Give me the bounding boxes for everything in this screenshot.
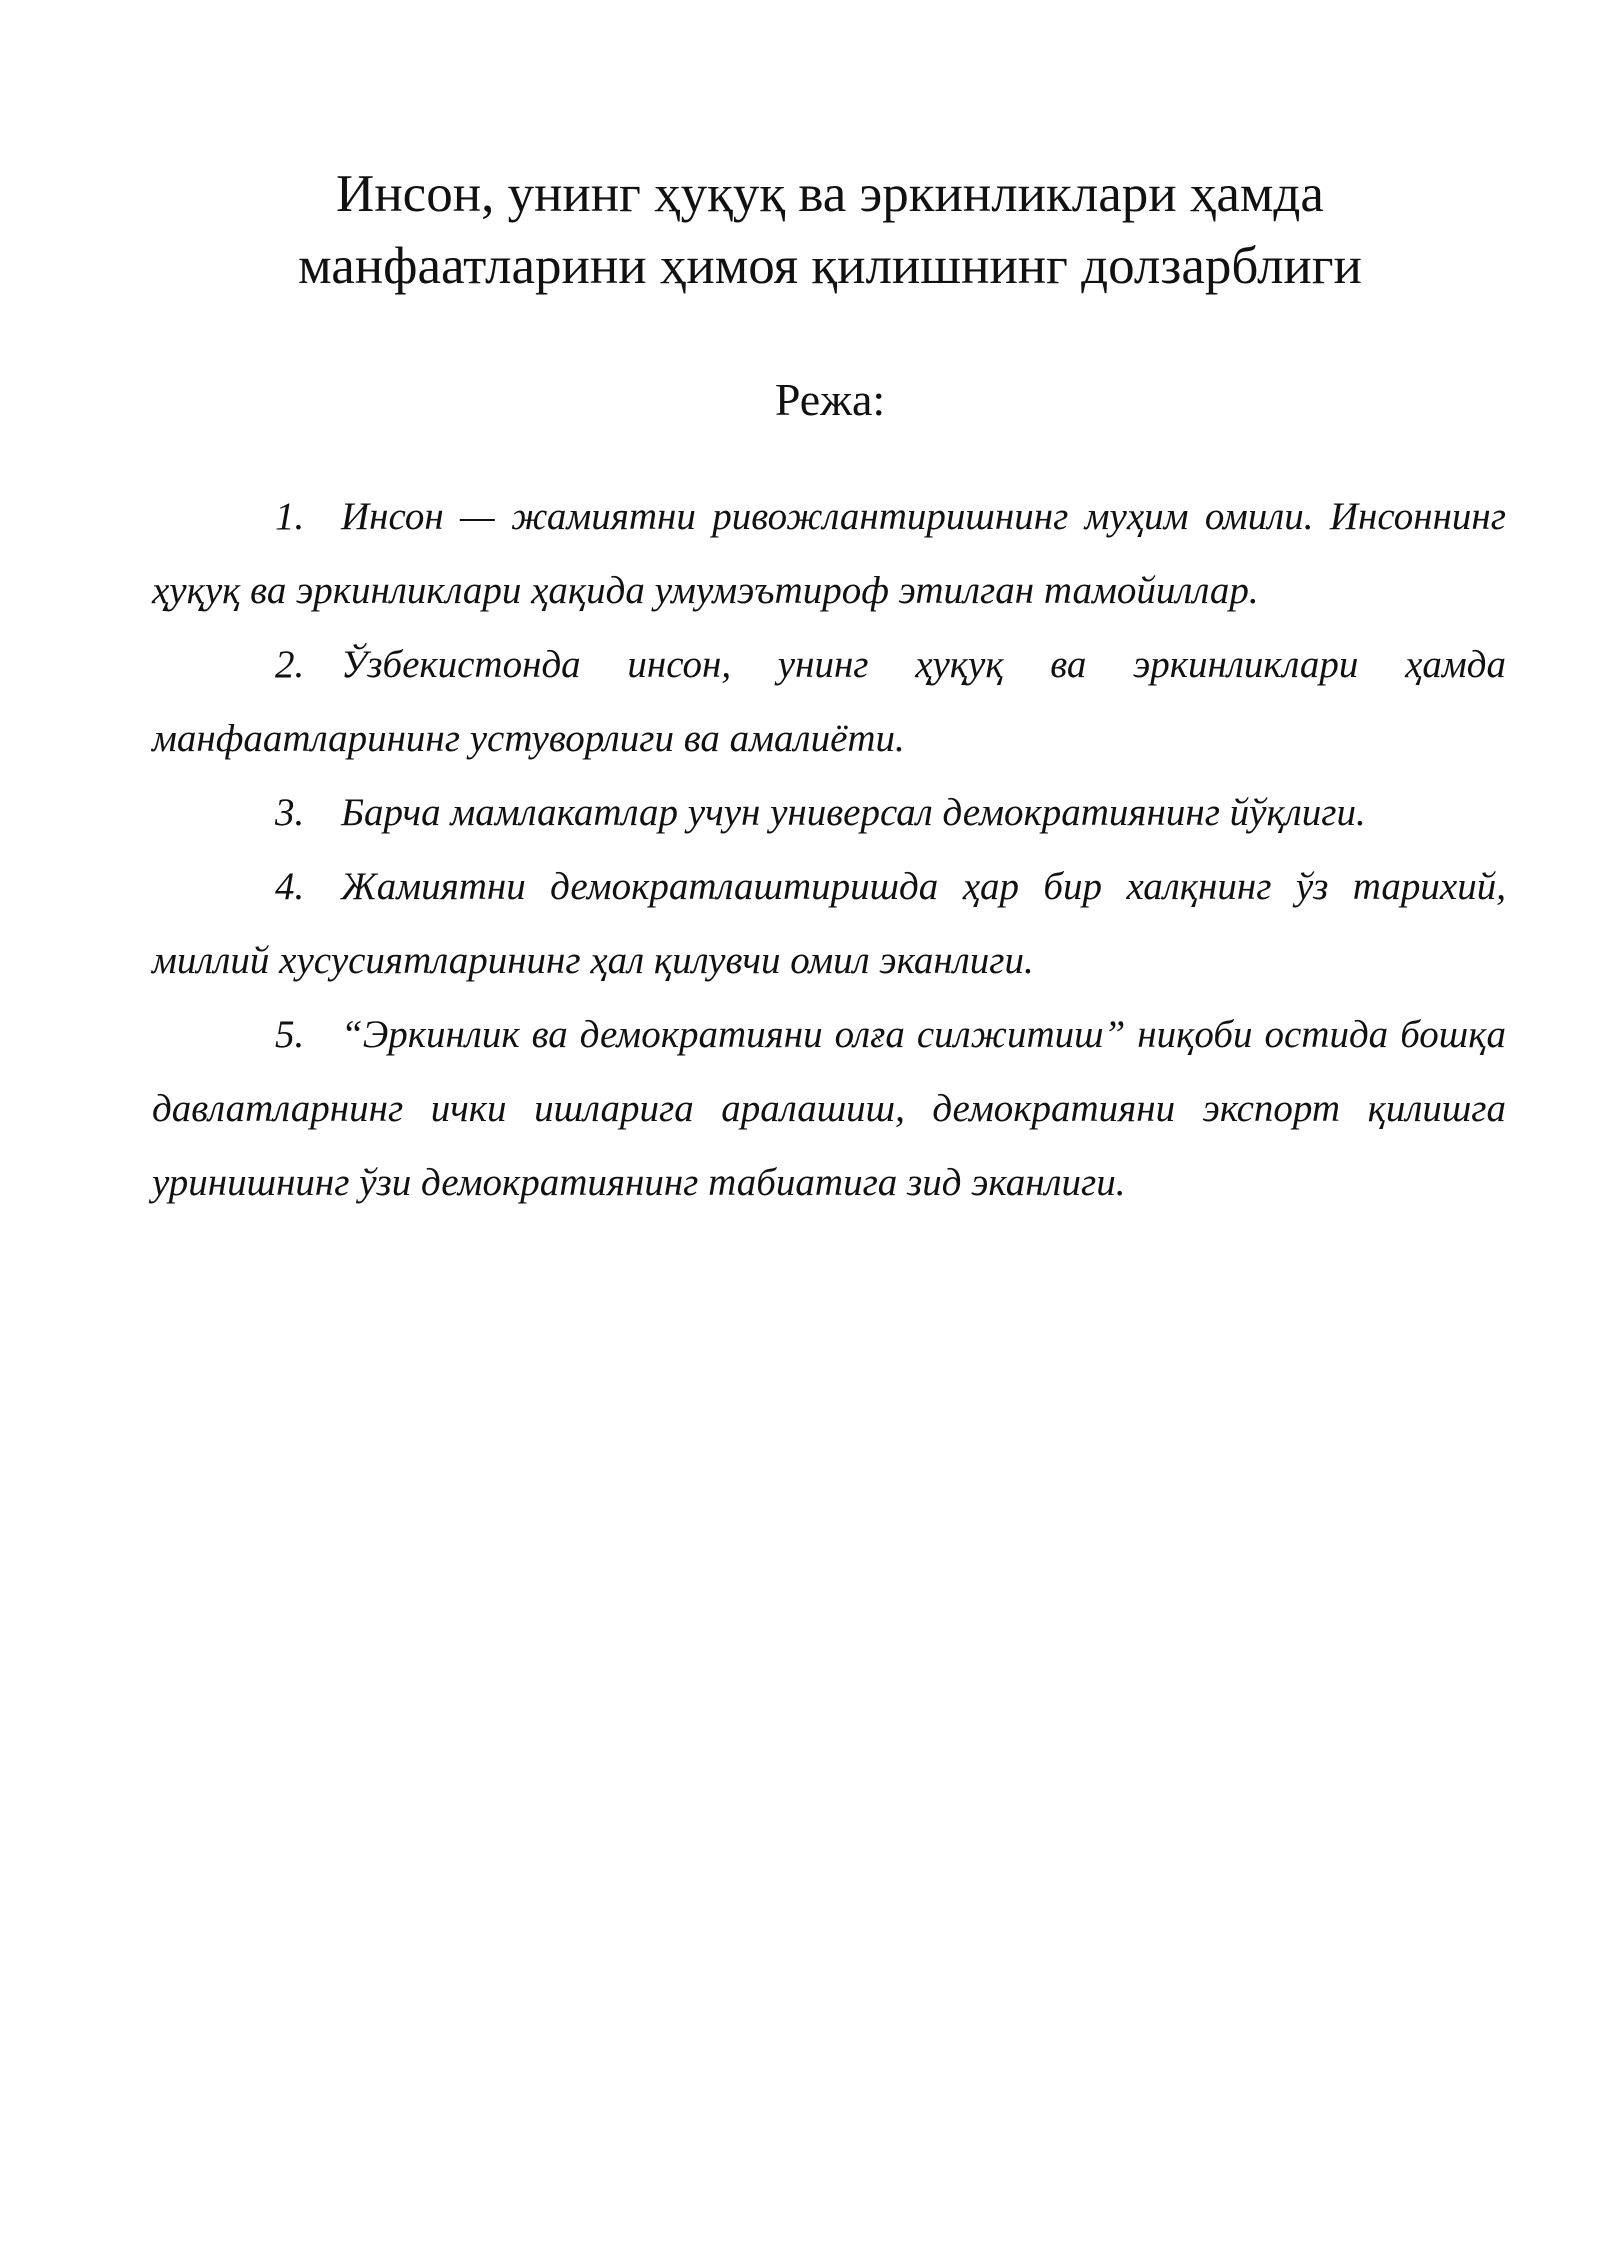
plan-item-5 xyxy=(152,998,1506,1220)
plan-item-number: 3. xyxy=(275,791,305,834)
plan-item-text: Инсон — жамиятни ривожлантиришнинг муҳим омили. Инсоннинг ҳуқуқ ва эркинликлари ҳақида умумэътироф этилган тамойиллар. xyxy=(152,495,1506,612)
plan-item-4 xyxy=(152,850,1506,998)
plan-item-1 xyxy=(152,480,1506,628)
plan-item-number: 4. xyxy=(275,865,305,908)
plan-item-number: 2. xyxy=(275,643,305,686)
plan-item-number: 5. xyxy=(275,1013,305,1056)
document-title xyxy=(150,158,1510,302)
plan-item-text: Барча мамлакатлар учун универсал демократиянинг йўқлиги. xyxy=(341,791,1366,834)
plan-list xyxy=(152,480,1506,1220)
title-line-1: Инсон, унинг ҳуқуқ ва эркинликлари ҳамда xyxy=(336,165,1324,223)
plan-item-text: Ўзбекистонда инсон, унинг ҳуқуқ ва эркинликлари ҳамда манфаатларининг устуворлиги ва амалиёти. xyxy=(152,643,1506,760)
plan-item-number: 1. xyxy=(275,495,305,538)
plan-item-2 xyxy=(152,628,1506,776)
plan-item-text: Жамиятни демократлаштиришда ҳар бир халқнинг ўз тарихий, миллий хусусиятларининг ҳал қилувчи омил эканлиги. xyxy=(152,865,1506,982)
title-line-2: манфаатларини ҳимоя қилишнинг долзарблиги xyxy=(298,237,1362,295)
plan-heading: Режа: xyxy=(774,374,886,425)
plan-item-3 xyxy=(152,776,1506,850)
plan-item-text: “Эркинлик ва демократияни олға силжитиш” ниқоби остида бошқа давлатларнинг ички ишларига аралашиш, демократияни экспорт қилишга уринишнинг ўзи демократиянинг табиатига зид эканлиги. xyxy=(152,1013,1506,1204)
